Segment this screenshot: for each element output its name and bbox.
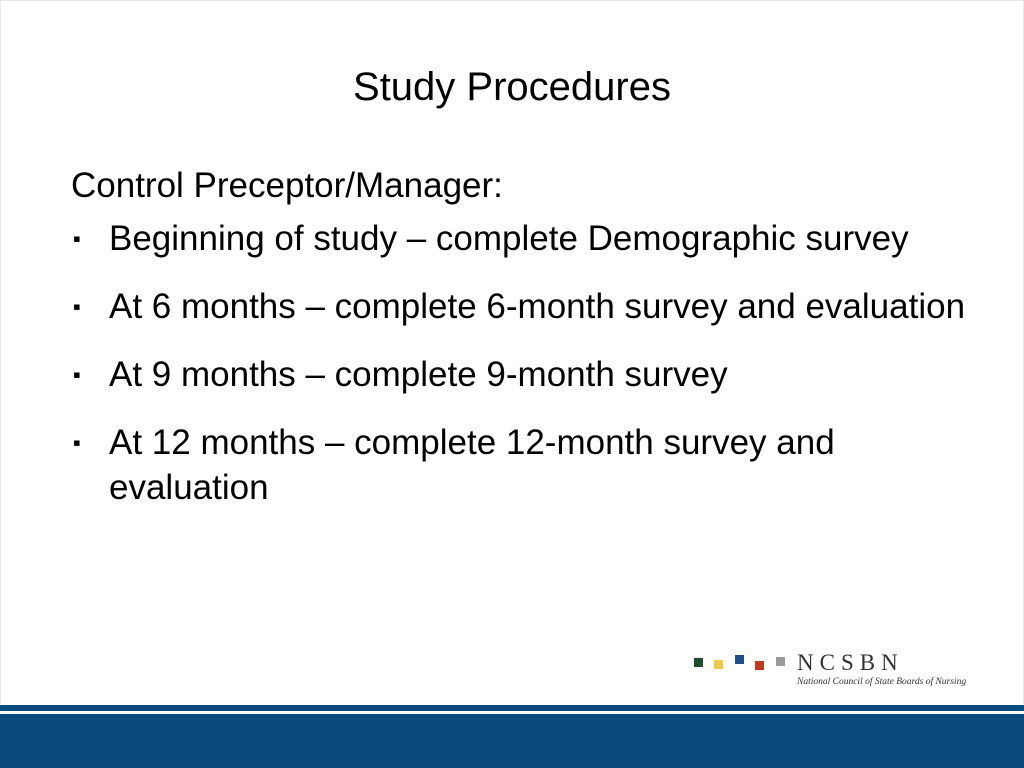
bullet-square-icon: ▪ — [73, 430, 81, 455]
bullet-square-icon: ▪ — [73, 226, 81, 251]
slide-body — [71, 164, 971, 533]
logo-square-red — [755, 661, 764, 670]
logo-wordmark: NCSBN — [797, 650, 904, 675]
bullet-text: At 9 months – complete 9-month survey — [109, 355, 728, 394]
bullet-text: Beginning of study – complete Demographic survey — [109, 219, 909, 258]
bullet-list — [71, 216, 971, 510]
slide-title: Study Procedures — [353, 65, 671, 109]
logo-square-green — [694, 658, 703, 667]
bullet-text: At 6 months – complete 6-month survey and evaluation — [109, 287, 966, 326]
bullet-item — [71, 284, 971, 329]
bullet-item — [71, 216, 971, 261]
bullet-square-icon: ▪ — [73, 362, 81, 387]
bullet-item — [71, 420, 971, 510]
section-subheading: Control Preceptor/Manager: — [71, 166, 503, 205]
bullet-square-icon: ▪ — [73, 294, 81, 319]
logo-squares-icon — [692, 655, 787, 669]
logo-square-gray — [776, 657, 785, 666]
bullet-text: At 12 months – complete 12-month survey and evaluation — [109, 423, 835, 507]
logo-tagline: National Council of State Boards of Nursing — [797, 677, 967, 687]
logo-square-yellow — [714, 660, 723, 669]
logo-square-blue — [735, 655, 744, 664]
ncsbn-logo — [692, 650, 982, 694]
footer-bar — [0, 714, 1024, 768]
bullet-item — [71, 352, 971, 397]
